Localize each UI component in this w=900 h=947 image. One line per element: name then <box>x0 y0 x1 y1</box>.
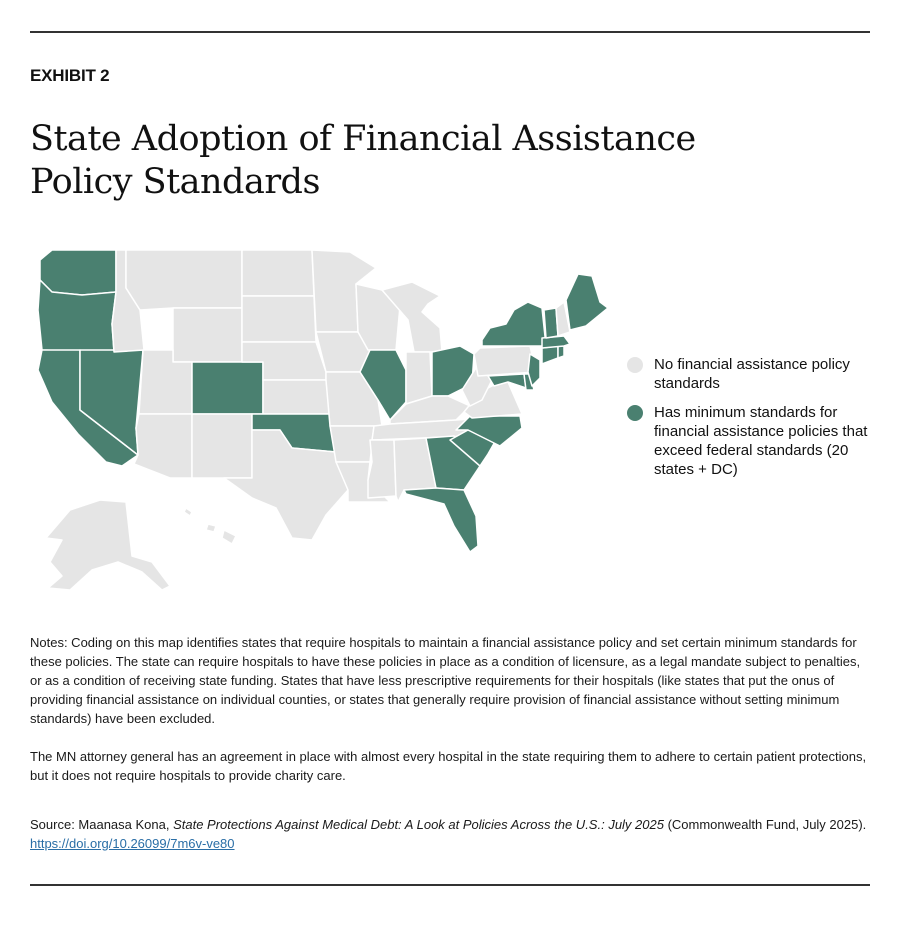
state-HI <box>184 508 236 544</box>
state-CO <box>192 362 263 414</box>
legend-label: No financial assistance policy standards <box>654 356 850 392</box>
source-publication: State Protections Against Medical Debt: A Look at Policies Across the U.S.: July 2025 <box>173 817 664 832</box>
legend-swatch-no-standards <box>627 357 643 373</box>
us-map <box>30 240 620 600</box>
state-WY <box>173 308 242 362</box>
legend-item-no-standards <box>627 355 877 393</box>
state-NM <box>192 414 252 478</box>
state-FL <box>404 488 478 552</box>
top-rule <box>30 31 870 33</box>
state-AZ <box>134 414 192 478</box>
notes-paragraph: Notes: Coding on this map identifies states that require hospitals to maintain a financial assistance policy and set certain minimum standards for these policies. The state can require hospitals to have these policies in place as a condition of licensure, as a legal mandate subject to penalties, or as a condition of receiving state funding. States that have less prescriptive requirements for their hospitals (like states that put the onus of providing financial assistance on individual counties, or states that generally require provision of financial assistance without setting minimum standards) have been excluded. <box>30 635 861 726</box>
bottom-rule <box>30 884 870 886</box>
state-AK <box>46 500 170 590</box>
exhibit-label: EXHIBIT 2 <box>30 66 110 85</box>
state-MS <box>368 440 396 498</box>
state-CT <box>542 346 558 364</box>
legend-label: Has minimum standards for financial assistance policies that exceed federal standards (20 states + DC) <box>654 404 868 478</box>
legend-item-has-standards <box>627 403 877 479</box>
notes-paragraph: The MN attorney general has an agreement in place with almost every hospital in the state requiring them to adhere to certain patient protections, but it does not require hospitals to provide charity care. <box>30 749 867 783</box>
legend <box>627 355 877 489</box>
source-prefix: Source: Maanasa Kona, <box>30 817 174 832</box>
doi-link[interactable]: https://doi.org/10.26099/7m6v-ve80 <box>30 836 235 851</box>
state-MT <box>126 250 242 310</box>
state-RI <box>558 346 564 358</box>
page-title: State Adoption of Financial Assistance Policy Standards <box>30 119 696 202</box>
state-KS <box>263 380 330 414</box>
state-IN <box>406 352 432 404</box>
source-citation <box>30 815 875 853</box>
state-ND <box>242 250 314 296</box>
legend-swatch-has-standards <box>627 405 643 421</box>
state-NY <box>482 302 546 346</box>
state-SD <box>242 296 316 342</box>
source-suffix: (Commonwealth Fund, July 2025). <box>663 817 867 832</box>
state-ME <box>566 274 608 330</box>
state-WA <box>40 250 116 295</box>
state-AR <box>330 426 374 462</box>
state-PA <box>474 346 536 376</box>
